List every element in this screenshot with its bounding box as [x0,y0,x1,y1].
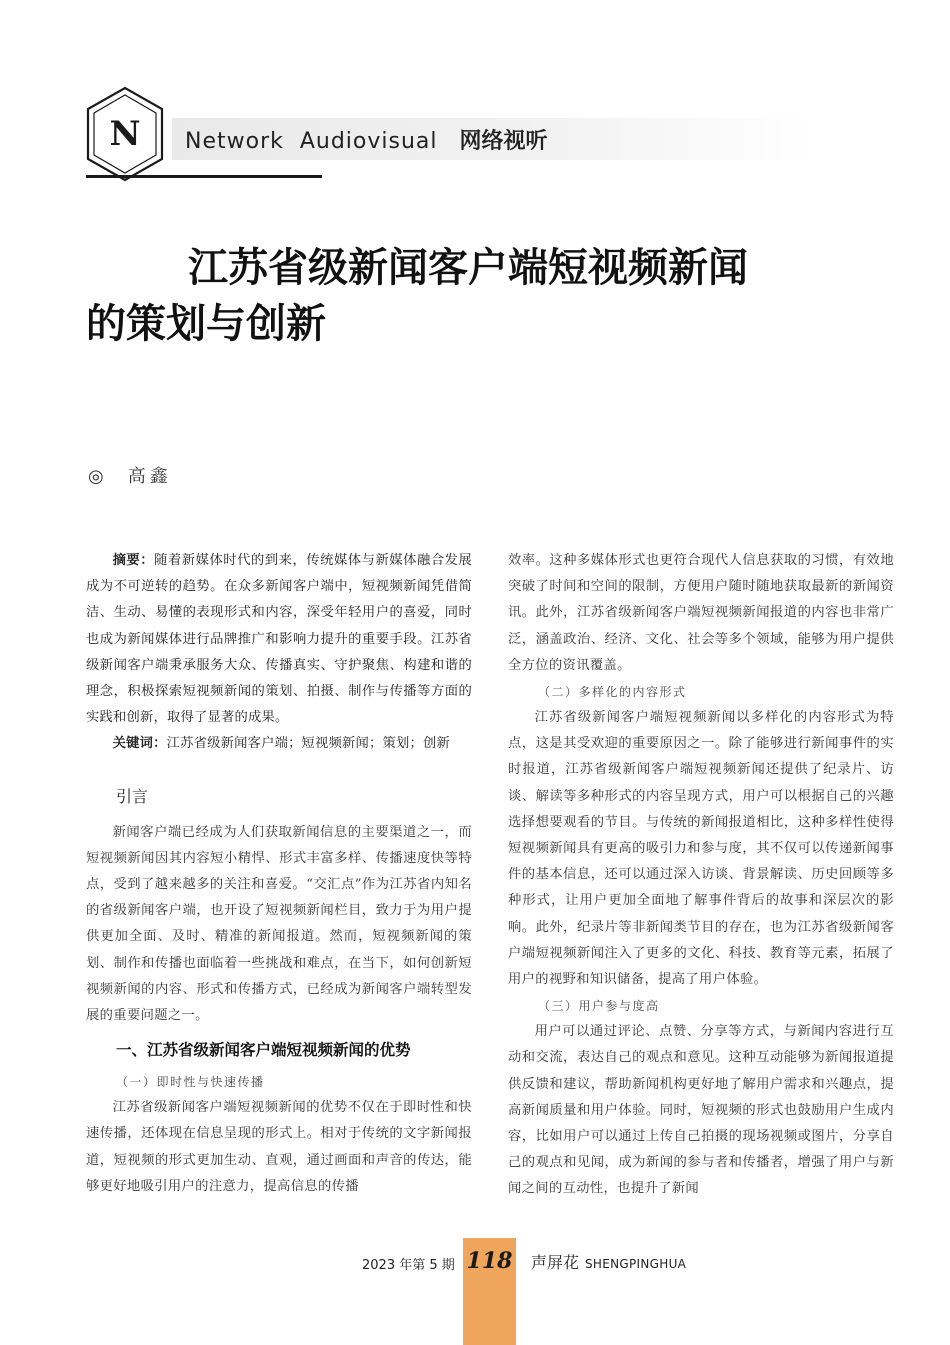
right-column [508,548,894,1203]
keywords-text: 江苏省级新闻客户端；短视频新闻；策划；创新 [166,736,451,752]
author [88,462,172,488]
abstract [86,548,472,731]
magazine-name [531,1250,686,1273]
section1-sub1-heading: （一）即时性与快速传播 [116,1075,265,1090]
magazine-name-cn: 声屏花 [531,1253,580,1272]
section-header [185,124,548,155]
keywords-label: 关键词： [112,736,167,752]
intro-text: 新闻客户端已经成为人们获取新闻信息的主要渠道之一，而短视频新闻因其内容短小精悍、形式丰富多样、传播速度快等特点，受到了越来越多的关注和喜爱。“交汇点”作为江苏省内知名的省级新闻客户端，也开设了短视频新闻栏目，致力于为用户提供更加全面、及时、精准的新闻报道。然而，短视频新闻的策划、制作和传播也面临着一些挑战和难点，在当下，如何创新短视频新闻的内容、形式和传播方式，已经成为新闻客户端转型发展的重要问题之一。 [86,824,472,1024]
left-column [86,548,472,1200]
section-letter: N [109,114,141,154]
section1-sub2-text: 江苏省级新闻客户端短视频新闻以多样化的内容形式为特点，这是其受欢迎的重要原因之一。除了能够进行新闻事件的实时报道，江苏省级新闻客户端短视频新闻还提供了纪录片、访谈、解读等多种形式的内容呈现方式，用户可以根据自己的兴趣选择想要观看的节目。与传统的新闻报道相比，这种多样性使得短视频新闻具有更高的吸引力和参与度，其不仅可以传递新闻事件的基本信息，还可以通过深入访谈、背景解读、历史回顾等多种形式，让用户更加全面地了解事件背后的故事和深层次的影响。此外，纪录片等非新闻类节目的存在，也为江苏省级新闻客户端短视频新闻注入了更多的文化、科技、教育等元素，拓展了用户的视野和知识储备，提高了用户体验。 [508,710,894,988]
abstract-text: 随着新媒体时代的到来，传统媒体与新媒体融合发展成为不可逆转的趋势。在众多新闻客户端中，短视频新闻凭借简洁、生动、易懂的表现形式和内容，深受年轻用户的喜爱，同时也成为新闻媒体进行品牌推广和影响力提升的重要手段。江苏省级新闻客户端秉承服务大众、传播真实、守护聚焦、构建和谐的理念，积极探索短视频新闻的策划、拍摄、制作与传播等方面的实践和创新，取得了显著的成果。 [86,553,472,726]
issue-label: 2023 年第 5 期 [362,1258,455,1273]
section1-sub1-text: 江苏省级新闻客户端短视频新闻的优势不仅在于即时性和快速传播，还体现在信息呈现的形式上。相对于传统的文字新闻报道，短视频的形式更加生动、直观，通过画面和声音的传达，能够更好地吸引用户的注意力，提高信息的传播 [86,1100,472,1194]
article-title-line1: 江苏省级新闻客户端短视频新闻 [188,245,748,291]
section1-sub1-text-continued: 效率。这种多媒体形式也更符合现代人信息获取的习惯，有效地突破了时间和空间的限制，方便用户随时随地获取最新的新闻资讯。此外，江苏省级新闻客户端短视频新闻报道的内容也非常广泛，涵盖政治、经济、文化、社会等多个领域，能够为用户提供全方位的资讯覆盖。 [508,553,894,673]
magazine-name-en: SHENGPINGHUA [585,1257,687,1271]
article-title-line2: 的策划与创新 [86,301,326,347]
section-name-en: Network Audiovisual [185,129,438,154]
abstract-label: 摘要： [112,553,155,568]
intro-heading: 引言 [116,786,149,806]
section1-heading: 一、江苏省级新闻客户端短视频新闻的优势 [116,1041,411,1060]
article-title [86,240,886,352]
section1-sub2-heading: （二）多样化的内容形式 [538,685,687,700]
author-name: 高鑫 [127,466,172,487]
section1-sub3-heading: （三）用户参与度高 [538,999,660,1014]
section-name-cn: 网络视听 [459,129,548,154]
author-mark-icon: ◎ [88,466,104,487]
keywords [86,731,472,757]
header-divider [86,175,322,178]
section1-sub3-text: 用户可以通过评论、点赞、分享等方式，与新闻内容进行互动和交流，表达自己的观点和意见。这种互动能够为新闻报道提供反馈和建议，帮助新闻机构更好地了解用户需求和兴趣点，提高新闻质量和用户体验。同时，短视频的形式也鼓励用户生成内容，比如用户可以通过上传自己拍摄的现场视频或图片，分享自己的观点和见闻，成为新闻的参与者和传播者，增强了用户与新闻之间的互动性，也提升了新闻 [508,1024,894,1197]
page-number: 118 [466,1248,513,1274]
